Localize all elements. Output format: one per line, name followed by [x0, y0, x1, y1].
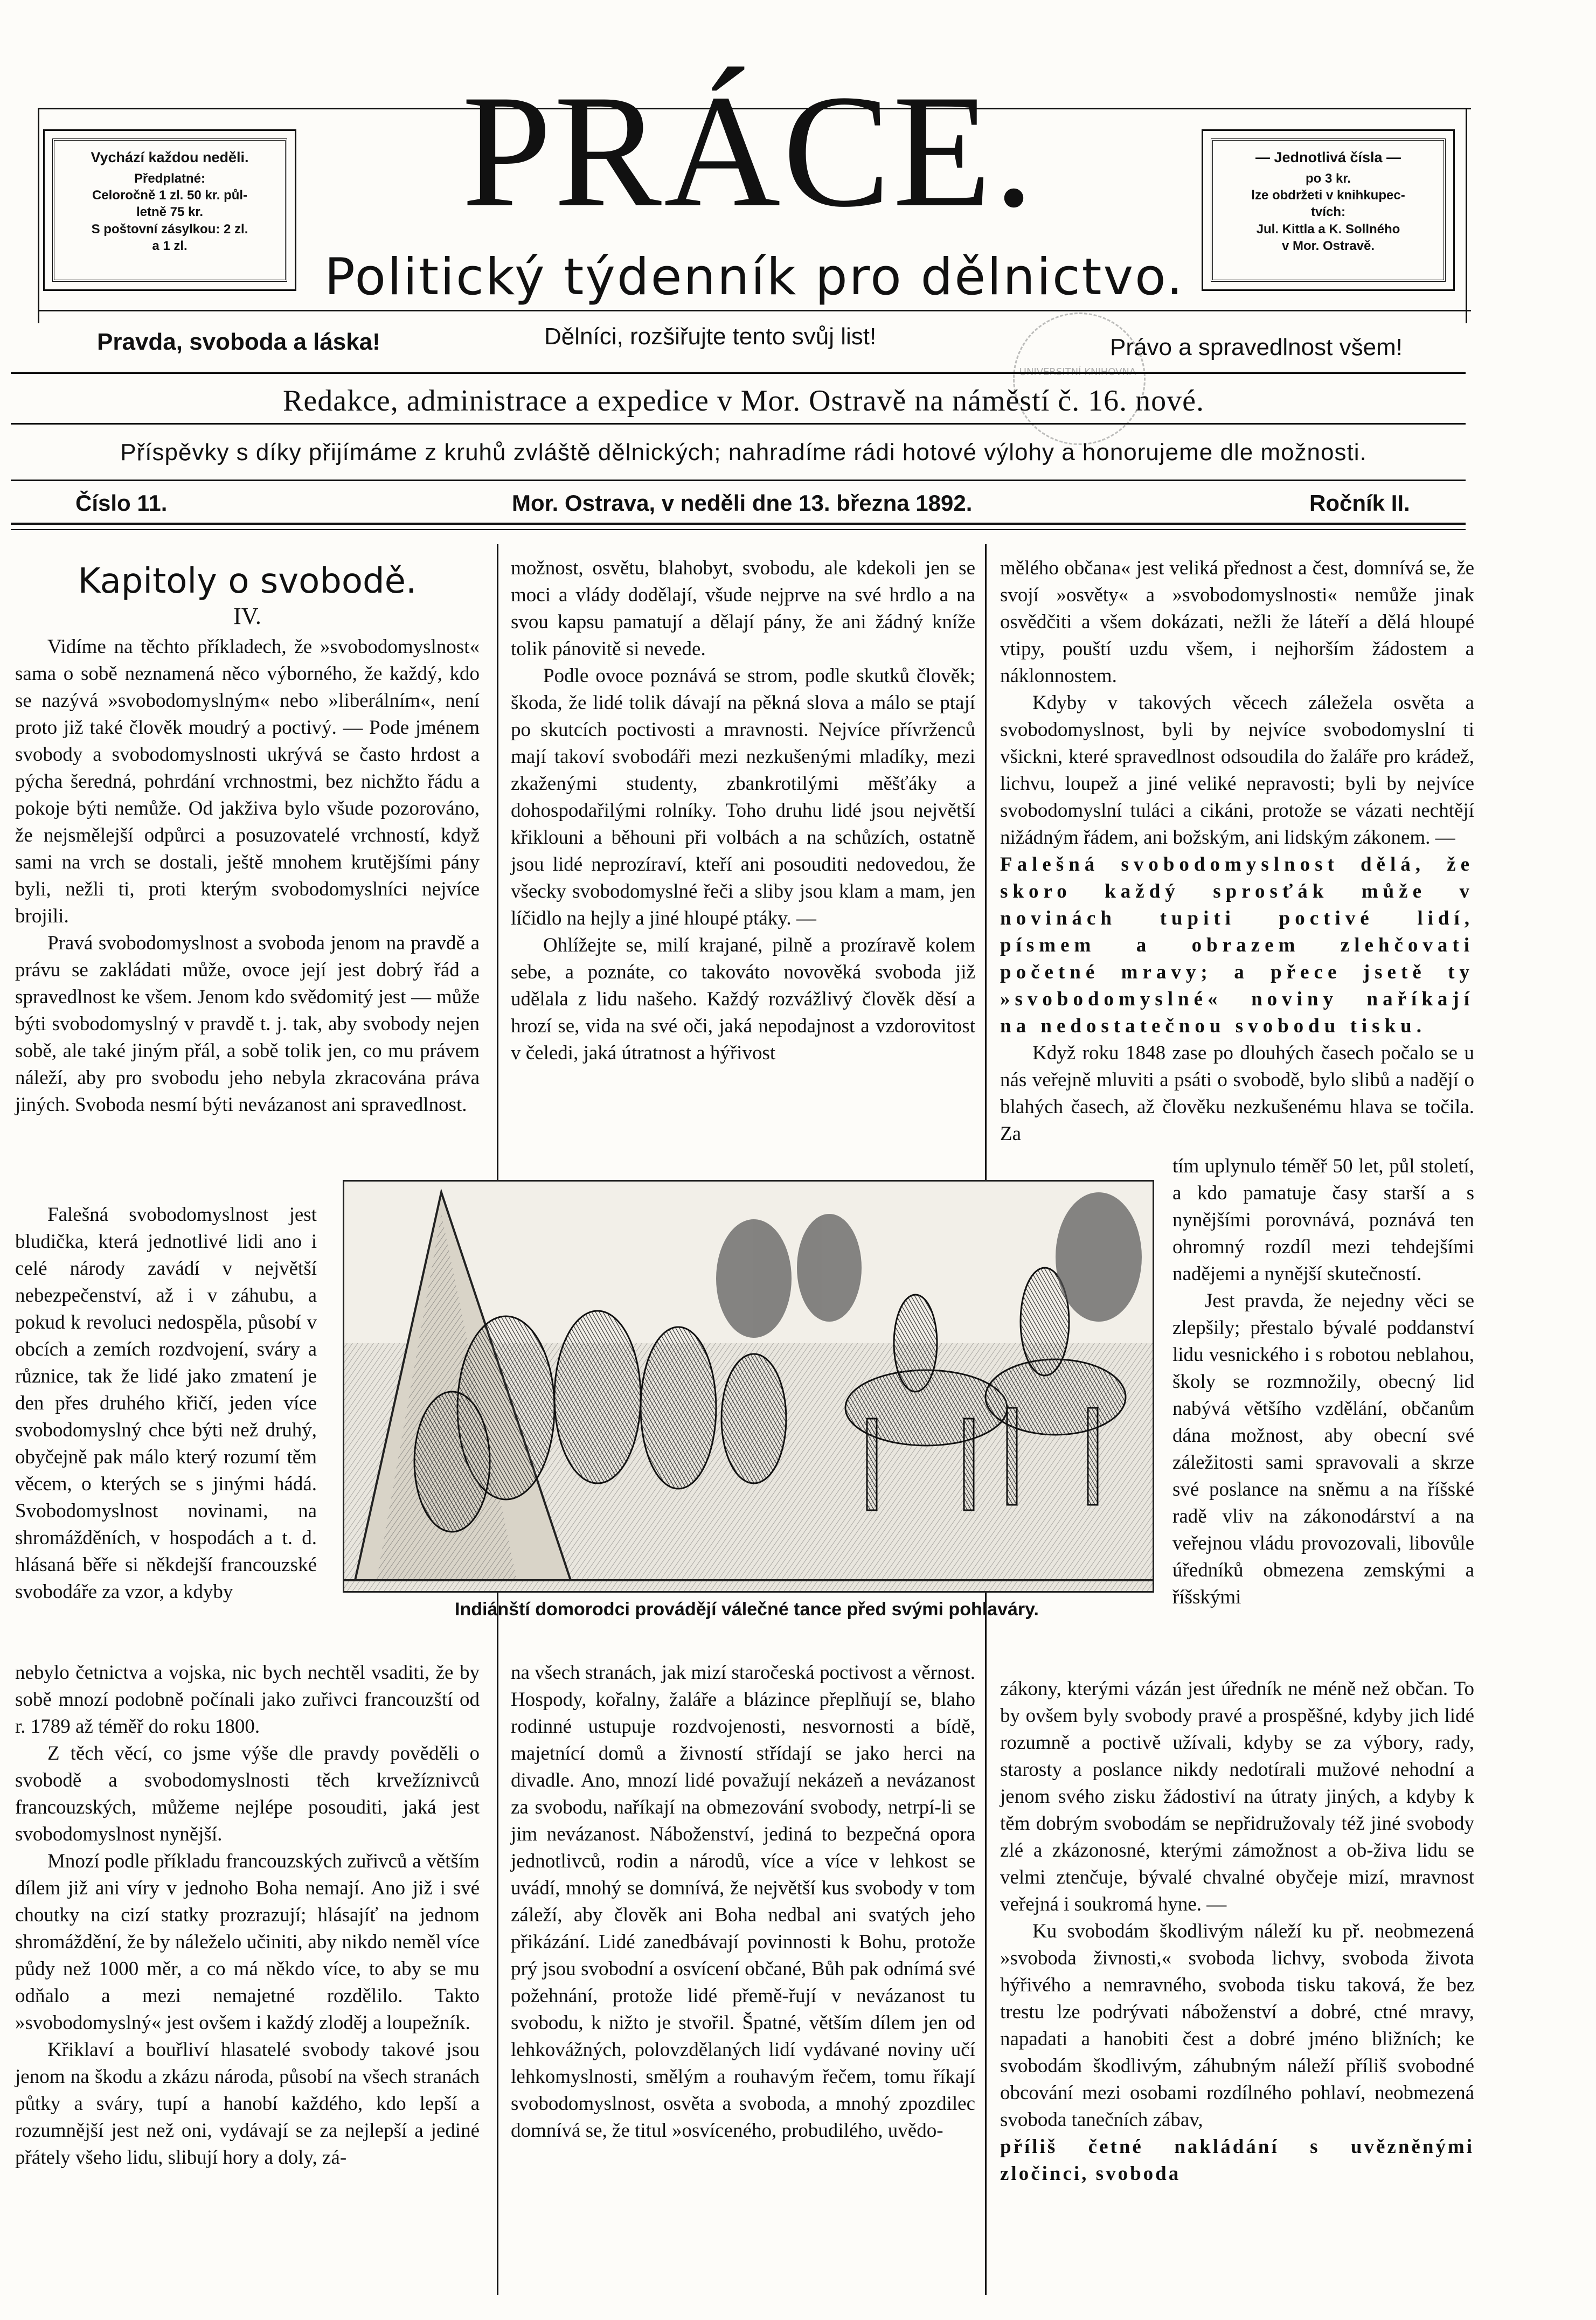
contributions-rule [11, 480, 1466, 481]
subscription-box-inner [52, 138, 287, 282]
paragraph: Falešná svobodomyslnost jest bludička, která jednotlivé lidi ano i celé národy zavádí v největší nebezpečenství, až i v záhubu, a pokud k revoluci nedospěla, působí v obcích a zemích rozdvojení, sváry a různice, tak že lidé jako zmatení je den přes druhého křičí, jeden více svobodomyslný chce býti než druhý, obyčejně pak málo který rozumí těm věcem, o kterých se s jinými hádá. Svobodomyslnost novinami, na shromážděních, v hospodách a t. d. hlásaná běře si někdejší francouzské svobodáře za vzor, a kdyby [15, 1204, 317, 1603]
contributions-line: Příspěvky s díky přijímáme z kruhů zvláště dělnických; nahradíme rádi hotové výlohy a honorujeme dle možnosti. [120, 439, 1367, 466]
paragraph: Vidíme na těchto příkladech, že »svobodomyslnost« sama o sobě neznamená něco výborného, že každý, kdo se nazývá »svobodomyslným« nebo »liberálním«, není proto již také člověk moudrý a poctivý. — Pode jménem svobody a svobodomyslnosti ukrývá se často hrdost a pýcha šeredná, pohrdání vrchnostmi, bez nichžto řádu a pokoje býti nemůže. Od jakživa bylo všude pozorováno, že nejsmělejší odpůrci a posuzovatelé vrchností, když sami na vrch se dostali, ještě mnohem krutějšími pány byli, nežli ti, proti kterým svobodomyslníci nejvíce brojili. [15, 636, 480, 927]
single-copy-line: lze obdržeti v knihkupec- [1251, 188, 1405, 203]
library-stamp [1013, 312, 1146, 445]
address-rule-top [11, 372, 1466, 374]
paragraph: možnost, osvětu, blahobyt, svobodu, ale kdekoli jen se moci a vlády dodělají, všude nejprve na své hrdlo a na svou kapsu pamatují a dělají pány, že ani žádný kníže tolik pánovitě si nevede. [511, 557, 975, 660]
paragraph: zákony, kterými vázán jest úředník ne méně než občan. To by ovšem byly svobody pravé a prospěšné, kdyby jich lidé rozumně a poctivě užívali, kdyby se za výbory, rady, starosty a poslance nikdy nedotírali mužové nehodní a jenom svého zisku žádostiví na útraty jiných, a kdyby k těm dobrým svobodám se nepřidružovaly též jiné svobody zlé a zkázonosné, kterými zámožnost a ob-živa lidu se velmi ztenčuje, bývalé chvalné obyčeje mizí, mravnost veřejná i soukromá hyne. — [1000, 1678, 1474, 1915]
left-vertical-rule [38, 108, 39, 323]
issue-date: Mor. Ostrava, v neděli dne 13. března 1892. [512, 490, 973, 516]
article-headline: Kapitoly o svobodě. [78, 561, 417, 601]
newspaper-title: PRÁCE. [462, 61, 1036, 240]
chapter-number: IV. [233, 603, 261, 629]
single-copy-box [1202, 129, 1455, 291]
article-column-2 [511, 555, 975, 1067]
paragraph: na všech stranách, jak mizí staročeská poctivost a věrnost. Hospody, kořalny, žaláře a blázince přeplňují se, blaho rodinné ustupuje rozdvojenosti, nesvornosti a bídě, majetnící domů a živností střídají se jako herci na divadle. Ano, mnozí lidé považují nekázeň a nevázanost za svobodu, naříkají na obmezování svobody, netrpí-li se jim nevázanost. Náboženství, jediná to bezpečná opora jednotlivců, rodin a národů, více a více v lehkost se uvádí, mnohý se domnívá, že největší kus svobody v tom záleží, aby člověk ani Boha nedbal ani svatých jeho přikázání. Lidé zanedbávají povinnosti k Bohu, protože prý jsou svobodní a osvícení občané, Bůh pak odnímá své požehnání, protože lidé přemě-řují v nevázanost tu svobodu, k nižto je stvořil. Špatné, větším dílem jen od lehkovážných, polovzdělaných lidí vydávané noviny učí lehkomyslnosti, smělým a rouhavým řečem, tomu říkají svobodomyslnost, osvěta a svoboda, a mnohý zpozdilec domnívá se, že titul »osvíceného, probudilého, uvědo- [511, 1662, 975, 2142]
subscription-line: a 1 zl. [152, 238, 188, 253]
paragraph: Pravá svobodomyslnost a svoboda jenom na pravdě a právu se zakládati může, ovoce její jest dobrý řád a spravedlnost ke všem. Jenom kdo svědomitý jest — může býti svobodomyslný v pravdě t. j. tak, aby svobody nejen sobě, ale také jiným přál, a sobě tolik jen, co mu právem náleží, aby pro svobodu jeho nebyla zkracována práva jiných. Svoboda nesmí býti nevázanost ani spravedlnost. [15, 932, 480, 1116]
paragraph-emphasis: příliš četné nakládání s uvězněnými zločinci, svoboda [1000, 2136, 1474, 2185]
issue-rule-2 [11, 529, 1466, 530]
issue-number: Číslo 11. [75, 490, 168, 516]
illustration [343, 1180, 1154, 1593]
paragraph: Podle ovoce poznává se strom, podle skutků člověk; škoda, že lidé tolik dávají na pěkná slova a málo se ptají po skutcích poctivosti a mravnosti. Nejvíce přívrženců mají takoví svobodáři mezi nezkušenými mladíky, mezi zkaženými studenty, zbankrotilými měšťáky a dohospodařilými rolníky. Toho druhu lidé jsou největší křiklouni a běhouni při volbách a na schůzích, ostatně jsou lidé neprozíraví, kteří ani posouditi nedovedou, že všecky svobodomyslné řeči a sliby jsou klam a mam, jen líčidlo na hejly a jiné hloupé ptáky. — [511, 665, 975, 929]
single-copy-box-inner [1211, 138, 1446, 282]
article-column-1-narrow [15, 1201, 317, 1606]
subscription-line: Předplatné: [134, 171, 206, 186]
article-column-3 [1000, 555, 1474, 1148]
illustration-caption: Indiánští domorodci provádějí válečné tance před svými pohlaváry. [455, 1599, 1039, 1620]
right-vertical-rule [1466, 108, 1467, 323]
paragraph: Z těch věcí, co jsme výše dle pravdy pověděli o svobodě a svobodomyslnosti těch krvežíznivců francouzských, můžeme nejlépe posouditi, jaká jest svobodomyslnost nynější. [15, 1742, 480, 1845]
article-column-2-bottom [511, 1659, 975, 2144]
paragraph: tím uplynulo téměř 50 let, půl století, a kdo pamatuje časy starší a s nynějšími porovnává, poznává ten ohromný rozdíl mezi tehdejšími nadějemi a nynější skutečností. [1172, 1155, 1474, 1285]
article-column-1 [15, 560, 480, 1119]
single-copy-line: tvích: [1310, 205, 1345, 220]
subscription-head: Vychází každou neděli. [91, 149, 249, 165]
paragraph: Ohlížejte se, milí krajané, pilně a prozíravě kolem sebe, a poznáte, co takováto novověká svoboda již udělala z lidu našeho. Každý rozvážlivý člověk děsí a hrozí se, vida na své oči, jaká nepodajnost a vzdorovitost v čeledi, jaká útratnost a hýřivost [511, 934, 975, 1064]
address-line: Redakce, administrace a expedice v Mor. Ostravě na náměstí č. 16. nové. [283, 384, 1204, 418]
article-column-3-narrow [1172, 1153, 1474, 1611]
single-copy-head: — Jednotlivá čísla — [1255, 149, 1401, 165]
paragraph: Kdyby v takových věcech záležela osvěta a svobodomyslnost, byli by nejvíce svobodomyslní ti všickni, které spravedlnost odsoudila do žaláře pro krádež, lichvu, loupež a jiné veliké nepravosti; byli by nejvíce svobodomyslní tuláci a cikáni, protože se vázati nechtějí nižádným řádem, ani božským, ani lidským zákonem. — [1000, 692, 1474, 849]
paragraph: mělého občana« jest veliká přednost a čest, domnívá se, že svojí »osvěty« a »svobodomyslnosti« nemůže jinak osvědčiti a všem dokázati, nežli že láteří a dělá hloupé vtipy, pouští uzdu všem, i nejhorším žádostem a náklonnostem. [1000, 557, 1474, 687]
subscription-line: letně 75 kr. [136, 205, 204, 220]
illustration-engraving [344, 1182, 1153, 1591]
subscription-line: Celoročně 1 zl. 50 kr. půl- [92, 188, 248, 203]
single-copy-line: po 3 kr. [1305, 171, 1351, 186]
article-column-3-bottom [1000, 1676, 1474, 2187]
motto-right: Právo a spravedlnost všem! [1110, 334, 1403, 360]
subscription-line: S poštovní zásylkou: 2 zl. [91, 221, 248, 237]
paragraph: Když roku 1848 zase po dlouhých časech počalo se u nás veřejně mluviti a psáti o svobodě, bylo slibů a nadějí o blahých časech, až člověku nezkušenému hlava se točila. Za [1000, 1042, 1474, 1145]
newspaper-subtitle: Politický týdenník pro dělnictvo. [324, 248, 1184, 307]
subscription-box [43, 129, 296, 291]
issue-rule-1 [11, 523, 1466, 525]
single-copy-line: Jul. Kittla a K. Sollného [1256, 221, 1400, 237]
motto-left: Pravda, svoboda a láska! [97, 329, 380, 355]
motto-rule [38, 310, 1471, 311]
address-rule-bottom [11, 423, 1466, 425]
paragraph-emphasis: Falešná svobodomyslnost dělá, že skoro každý sprosťák může v novinách tupiti poctivé lidí, písmem a obrazem zlehčovati početné mravy; a přece jsetě ty »svobodomyslné« noviny naříkají na nedostatečnou svobodu tisku. [1000, 853, 1474, 1037]
paragraph: Křiklaví a bouřliví hlasatelé svobody takové jsou jenom na škodu a zkázu národa, působí na všech stranách půtky a sváry, tupí a hanobí každého, kdo lepší a rozumnější jest než oni, vydávají se za nejlepší a jediné přátely všeho lidu, slibují hory a doly, zá- [15, 2039, 480, 2169]
paragraph: Mnozí podle příkladu francouzských zuřivců a větším dílem již ani víry v jednoho Boha nemají. Ano již i své choutky na cizí statky prozrazují; hlásajíť na jednom shromáždění, že by náleželo učiniti, aby nikdo neměl více půdy než 1000 měr, a co má někdo více, to aby se mu odňalo a mezi nemajetné rozdělilo. Takto »svobodomyslný« jest ovšem i každý zloděj a loupežník. [15, 1850, 480, 2034]
single-copy-line: v Mor. Ostravě. [1281, 238, 1375, 253]
paragraph: nebylo četnictva a vojska, nic bych nechtěl vsaditi, že by sobě mnozí podobně počínali jako zuřivci francouzští od r. 1789 až téměř do roku 1800. [15, 1662, 480, 1738]
masthead [0, 0, 1596, 539]
paragraph: Jest pravda, že nejedny věci se zlepšily; přestalo bývalé poddanství lidu vesnického i s robotou neblahou, školy se rozmnožily, obecný lid nabývá většího vzdělání, občanům dána možnost, aby obecní své záležitosti sami spravovali a skrze své poslance na sněmu a na říšské radě vliv na zákonodárství a na veřejnou vládu provozovali, libovůle úředníků obmezena zemskými a říšskými [1172, 1290, 1474, 1608]
paragraph: Ku svobodám škodlivým náleží ku př. neobmezená »svoboda živnosti,« svoboda lichvy, svoboda života hýřivého a nemravného, svoboda tisku taková, že bez trestu lze podrývati náboženství a dobré, ctné mravy, napadati a hanobiti čest a dobré jméno bližních; ke svobodám škodlivým, záhubným náleží příliš svobodné obcování mezi osobami rozdílného pohlaví, neobmezená svoboda tanečních zábav, [1000, 1920, 1474, 2131]
article-column-1-bottom [15, 1659, 480, 2171]
volume: Ročník II. [1309, 490, 1410, 516]
motto-center: Dělníci, rozšiřujte tento svůj list! [544, 323, 877, 350]
